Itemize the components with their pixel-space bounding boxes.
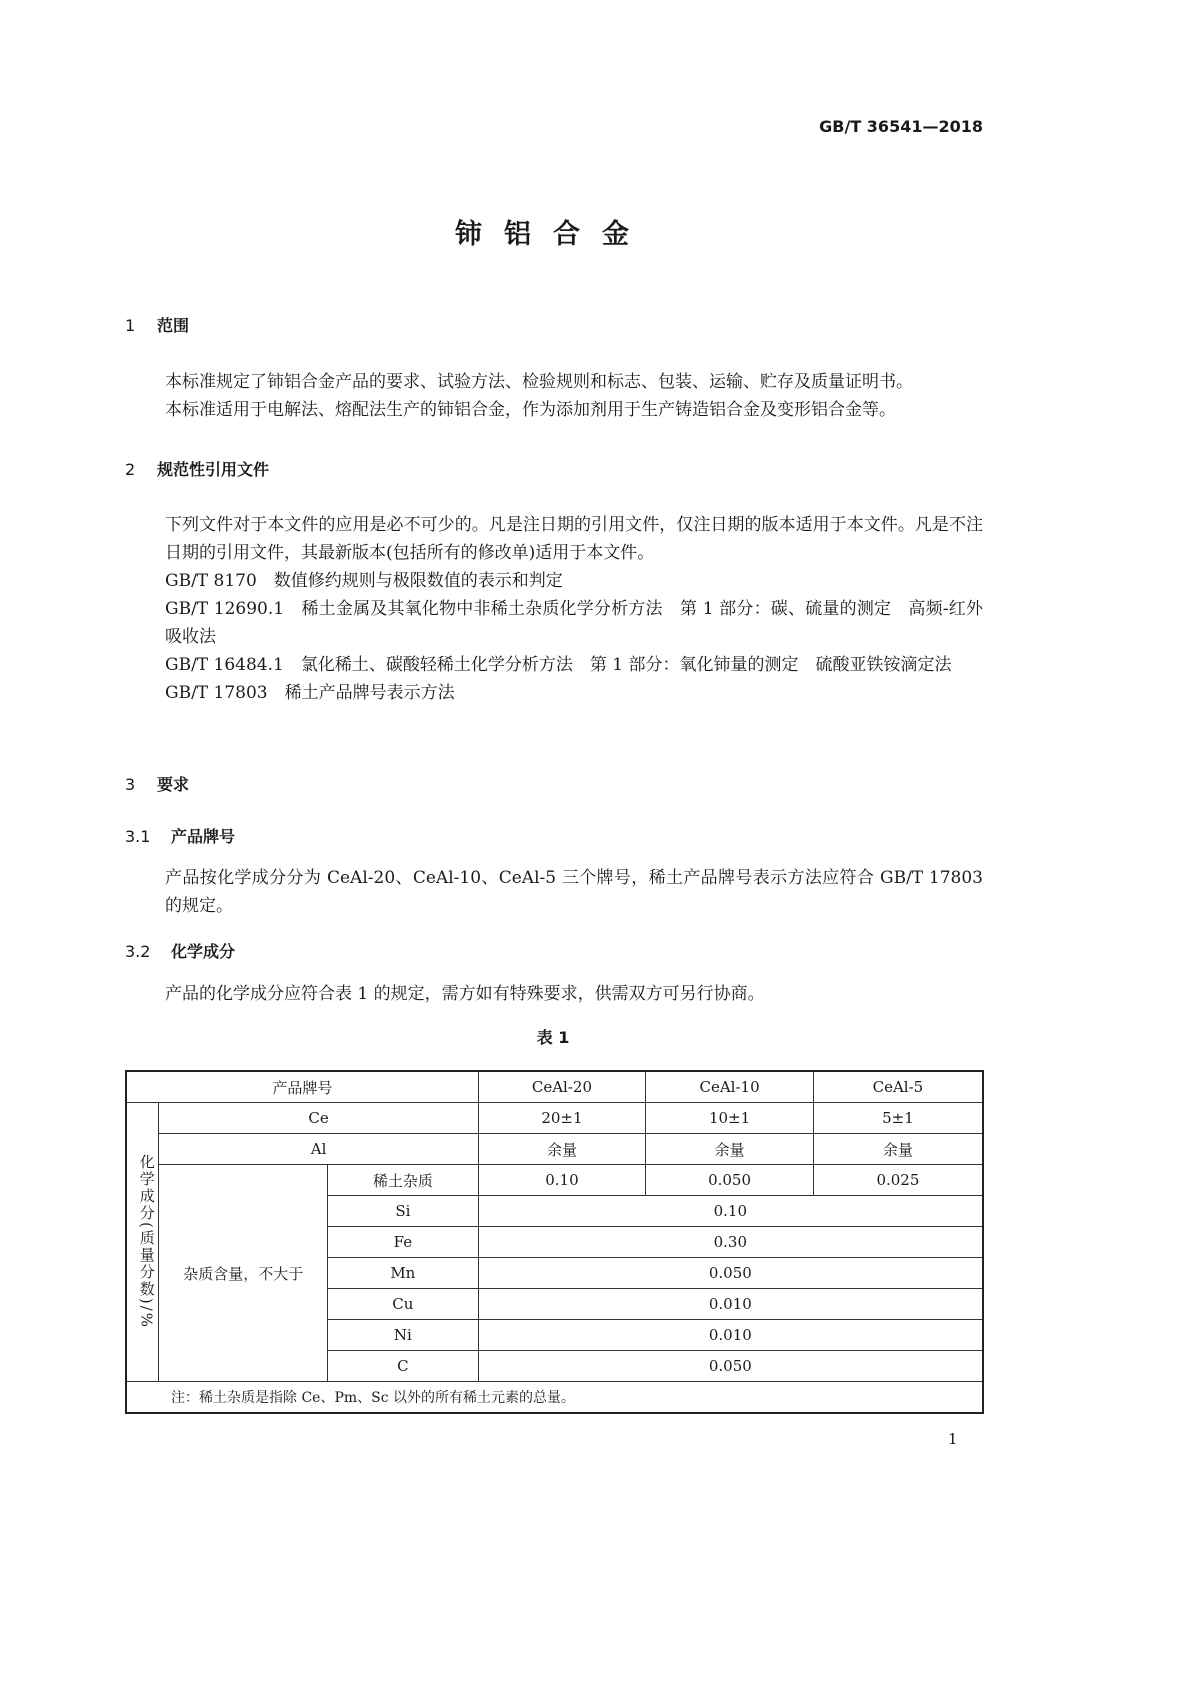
- document-title: 铈铝合金: [455, 219, 651, 250]
- composition-table: [125, 1070, 984, 1414]
- section-heading-3-1: 3.1 产品牌号: [125, 827, 236, 846]
- table-header-row: 产品牌号 CeAl-20 CeAl-10 CeAl-5: [126, 1071, 983, 1103]
- section-heading-3: 3 要求: [125, 775, 190, 794]
- page-number: 1: [948, 1430, 958, 1448]
- section-1-body: 本标准规定了铈铝合金产品的要求、试验方法、检验规则和标志、包装、运输、贮存及质量证明书。 本标准适用于电解法、熔配法生产的铈铝合金，作为添加剂用于生产铸造铝合金及变形铝合金等。: [165, 372, 913, 420]
- table-row: 化学成分(质量分数)/% Ce 20±1 10±1 5±1: [126, 1103, 983, 1134]
- table-note-row: [126, 1382, 983, 1414]
- table-row: 杂质含量，不大于 稀土杂质 0.10 0.050 0.025: [126, 1165, 983, 1196]
- standard-number: GB/T 36541—2018: [819, 117, 983, 136]
- table-row: Ni 0.010: [126, 1320, 983, 1351]
- table-row: Fe 0.30: [126, 1227, 983, 1258]
- table-row: C 0.050: [126, 1351, 983, 1382]
- section-heading-3-2: 3.2 化学成分: [125, 942, 236, 961]
- group-label: 杂质含量，不大于: [159, 1165, 328, 1382]
- table-row: Cu 0.010: [126, 1289, 983, 1320]
- table-row: Mn 0.050: [126, 1258, 983, 1289]
- table-row: Al 余量 余量 余量: [126, 1134, 983, 1165]
- table-caption: 表 1: [536, 1028, 570, 1047]
- section-2-body: 下列文件对于本文件的应用是必不可少的。凡是注日期的引用文件，仅注日期的版本适用于本文件。凡是不注日期的引用文件，其最新版本(包括所有的修改单)适用于本文件。 GB/T 8170 数值修约规则与极限数值的表示和判定 GB/T 12690.1 稀土金属及其氧化物中非稀土杂质化学分析方法 第 1 部分：碳、硫量的测定 高频-红外吸收法 GB/T 16484.1 氯化稀土、碳酸轻稀土化学分析方法 第 1 部分：氧化铈量的测定 硫酸亚铁铵滴定法 GB/T 17803 稀土产品牌号表示方法: [165, 515, 983, 703]
- section-heading-2: 2 规范性引用文件: [125, 460, 270, 479]
- table-row: Si 0.10: [126, 1196, 983, 1227]
- section-heading-1: 1 范围: [125, 316, 190, 335]
- section-3-1-body: 产品按化学成分分为 CeAl-20、CeAl-10、CeAl-5 三个牌号，稀土产品牌号表示方法应符合 GB/T 17803 的规定。: [165, 868, 983, 916]
- section-3-2-body: 产品的化学成分应符合表 1 的规定，需方如有特殊要求，供需双方可另行协商。: [165, 984, 765, 1004]
- side-label: 化学成分(质量分数)/%: [126, 1103, 159, 1382]
- table-note: 注：稀土杂质是指除 Ce、Pm、Sc 以外的所有稀土元素的总量。: [126, 1382, 983, 1414]
